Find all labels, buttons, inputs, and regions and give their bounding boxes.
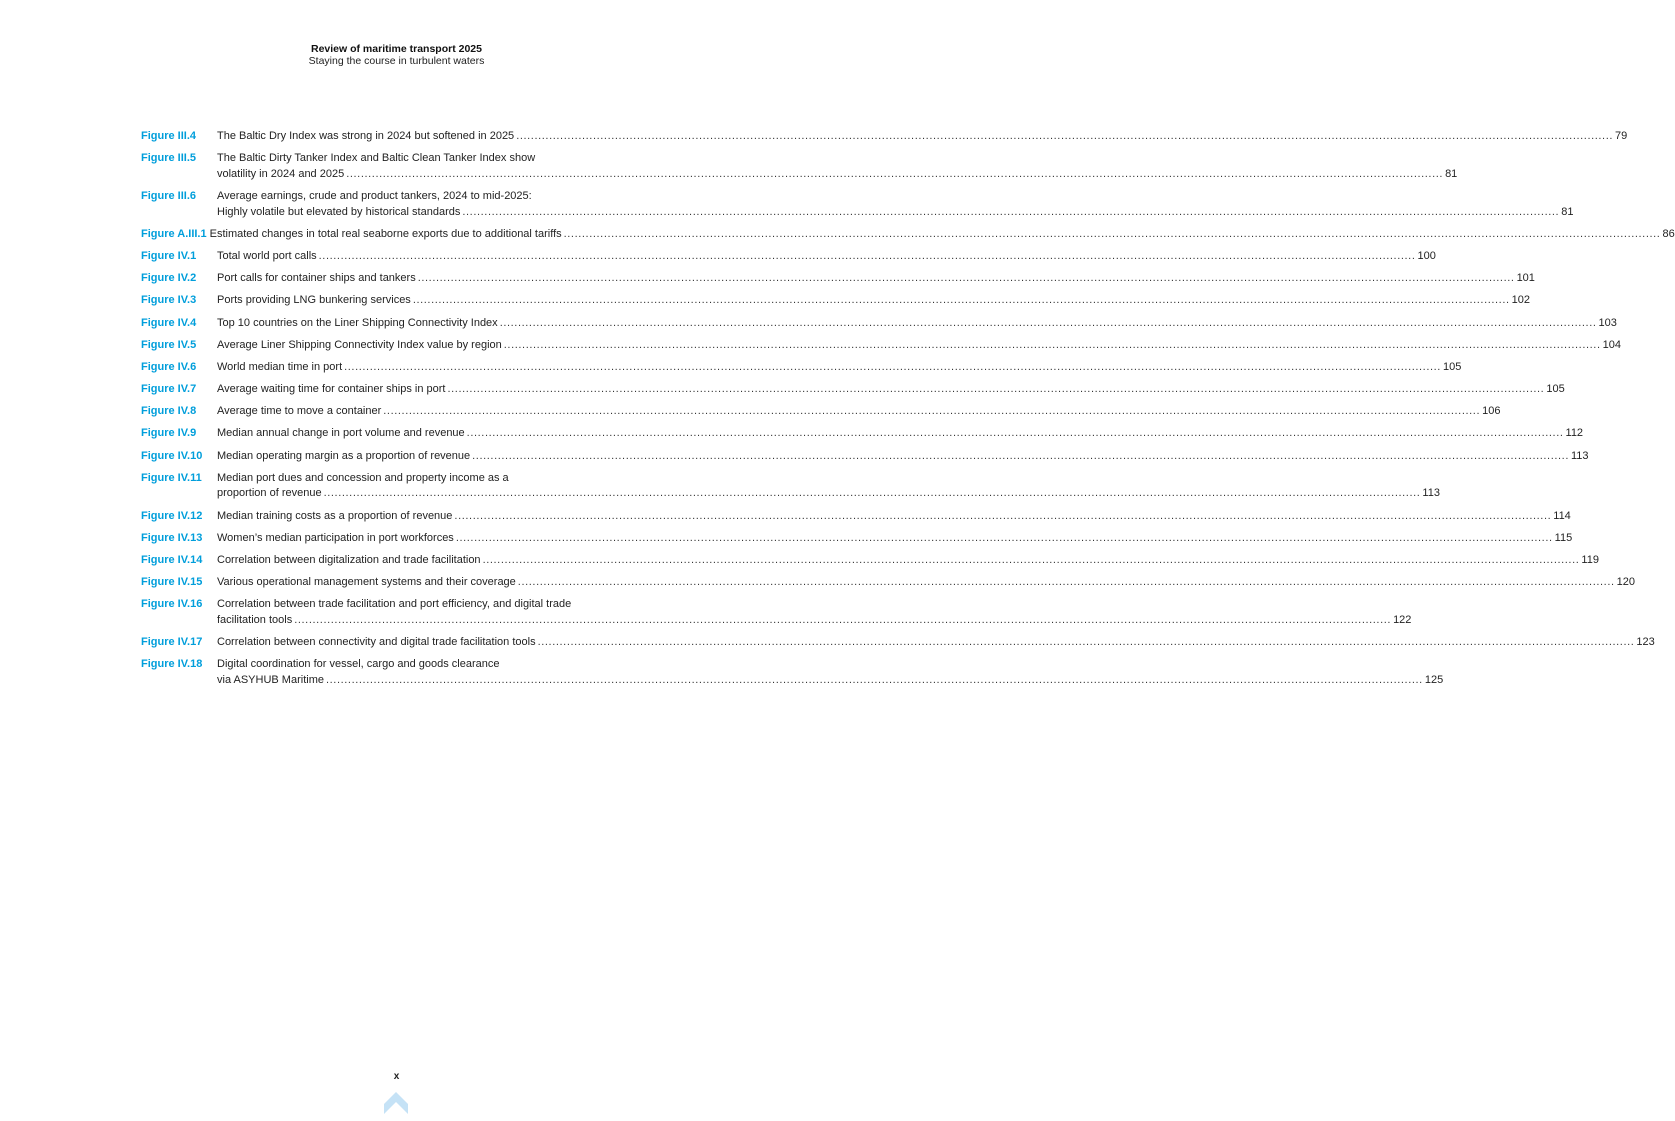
figure-label: Figure III.5 <box>141 152 197 165</box>
entry-title <box>217 635 1655 651</box>
dot-leader: ............................................................................................................................................................................................................................................................................................................ <box>516 130 1614 142</box>
entry-title <box>217 575 1635 591</box>
figure-label: Figure III.6 <box>141 189 197 202</box>
toc-entry[interactable] <box>141 531 1573 547</box>
toc-entry[interactable] <box>141 129 1628 145</box>
toc-entry[interactable] <box>141 553 1599 569</box>
entry-title <box>217 293 1531 309</box>
figure-label: Figure IV.9 <box>141 427 197 440</box>
page-reference: 105 <box>1546 383 1565 396</box>
page-reference: 104 <box>1602 338 1621 351</box>
page-reference: 81 <box>1561 205 1574 218</box>
page-reference: 101 <box>1516 272 1535 285</box>
entry-title-text: proportion of revenue <box>217 487 322 500</box>
publication-title: Review of maritime transport 2025 <box>311 43 482 55</box>
entry-title-text: Median operating margin as a proportion of revenue <box>217 449 471 462</box>
entry-title-text: Median training costs as a proportion of revenue <box>217 509 453 522</box>
dot-leader: ............................................................................................................................................................................................................................................................................................................ <box>563 227 1661 240</box>
toc-entry[interactable] <box>141 151 1458 182</box>
figure-label: Figure IV.11 <box>141 471 202 484</box>
entry-title <box>217 471 1440 502</box>
toc-entry[interactable] <box>141 382 1565 398</box>
dot-leader: ............................................................................................................................................................................................................................................................................................................ <box>383 405 1481 418</box>
entry-title-text: Correlation between digitalization and trade facilitation <box>217 553 481 566</box>
entry-title <box>217 509 1571 525</box>
dot-leader: ............................................................................................................................................................................................................................................................................................................ <box>344 360 1441 373</box>
entry-title-text: Total world port calls <box>217 249 317 262</box>
figure-label: Figure A.III.1 <box>141 227 207 240</box>
entry-title-text: facilitation tools <box>217 613 293 626</box>
figure-label: Figure IV.8 <box>141 405 197 418</box>
dot-leader: ............................................................................................................................................................................................................................................................................................................ <box>537 636 1635 649</box>
figure-label: Figure IV.12 <box>141 509 203 522</box>
publication-subtitle: Staying the course in turbulent waters <box>308 55 485 67</box>
entry-title-text: Estimated changes in total real seaborne exports due to additional tariffs <box>209 227 562 240</box>
toc-entry[interactable] <box>141 227 1675 243</box>
dot-leader: ............................................................................................................................................................................................................................................................................................................ <box>472 449 1569 462</box>
dot-leader: ............................................................................................................................................................................................................................................................................................................ <box>466 427 1564 440</box>
dot-leader: ............................................................................................................................................................................................................................................................................................................ <box>455 531 1553 544</box>
figure-label: Figure IV.17 <box>141 636 203 649</box>
toc-entry[interactable] <box>141 449 1589 465</box>
entry-title <box>217 404 1501 420</box>
figure-label: Figure III.4 <box>141 130 197 142</box>
page-reference: 122 <box>1393 613 1412 626</box>
running-header <box>0 43 793 67</box>
entry-title-line: The Baltic Dirty Tanker Index and Baltic Clean Tanker Index show <box>217 152 536 165</box>
toc-entry[interactable] <box>141 271 1535 287</box>
entry-title <box>217 553 1599 569</box>
entry-title-text: The Baltic Dry Index was strong in 2024 but softened in 2025 <box>217 130 515 142</box>
entry-title <box>217 360 1462 376</box>
page-reference: 79 <box>1615 130 1628 142</box>
dot-leader: ............................................................................................................................................................................................................................................................................................................ <box>412 294 1510 307</box>
page-reference: 113 <box>1571 449 1589 462</box>
page-reference: 114 <box>1553 509 1571 522</box>
entry-title-line: Correlation between trade facilitation and port efficiency, and digital trade <box>217 598 572 611</box>
figure-label: Figure IV.18 <box>141 658 203 671</box>
entry-title <box>217 189 1574 220</box>
entry-title <box>217 271 1535 287</box>
entry-title-text: Average waiting time for container ships in port <box>217 383 446 396</box>
entry-title <box>217 449 1589 465</box>
entry-title <box>217 316 1617 332</box>
dot-leader: ............................................................................................................................................................................................................................................................................................................ <box>482 553 1580 566</box>
toc-entry[interactable] <box>141 657 1444 688</box>
page-reference: 113 <box>1422 487 1440 500</box>
figure-label: Figure IV.7 <box>141 383 197 396</box>
entry-title-text: Top 10 countries on the Liner Shipping Connectivity Index <box>217 316 498 329</box>
toc-entry[interactable] <box>141 360 1462 376</box>
page-reference: 115 <box>1554 531 1573 544</box>
page-reference: 102 <box>1511 294 1531 307</box>
figure-label: Figure IV.4 <box>141 316 197 329</box>
figure-label: Figure IV.14 <box>141 553 203 566</box>
dot-leader: ............................................................................................................................................................................................................................................................................................................ <box>503 338 1601 351</box>
dot-leader: ............................................................................................................................................................................................................................................................................................................ <box>454 509 1552 522</box>
dot-leader: ............................................................................................................................................................................................................................................................................................................ <box>346 167 1444 180</box>
entry-title-text: Highly volatile but elevated by historical standards <box>217 205 461 218</box>
dot-leader: ............................................................................................................................................................................................................................................................................................................ <box>499 316 1597 329</box>
toc-entry[interactable] <box>141 597 1412 628</box>
dot-leader: ............................................................................................................................................................................................................................................................................................................ <box>325 673 1423 686</box>
entry-title-text: Average time to move a container <box>217 405 382 418</box>
entry-title <box>217 426 1584 442</box>
entry-title-line: Digital coordination for vessel, cargo and goods clearance <box>217 658 500 671</box>
toc-entry[interactable] <box>141 426 1584 442</box>
page-reference: 112 <box>1565 427 1584 440</box>
page-reference: 86 <box>1662 227 1675 240</box>
entry-title <box>209 227 1675 243</box>
dot-leader: ............................................................................................................................................................................................................................................................................................................ <box>294 613 1392 626</box>
entry-title-text: World median time in port <box>217 360 343 373</box>
entry-title <box>217 531 1573 547</box>
page-reference: 105 <box>1442 360 1462 373</box>
entry-title <box>217 249 1436 265</box>
toc-entry[interactable] <box>141 189 1574 220</box>
toc-entry[interactable] <box>141 575 1635 591</box>
toc-entry[interactable] <box>141 471 1440 502</box>
figure-label: Figure IV.2 <box>141 272 197 285</box>
entry-title-text: Average Liner Shipping Connectivity Index value by region <box>217 338 502 351</box>
entry-title <box>217 657 1444 688</box>
entry-title-text: Ports providing LNG bunkering services <box>217 294 411 307</box>
page-number: x <box>393 1071 400 1082</box>
page-reference: 123 <box>1636 636 1655 649</box>
page-reference: 100 <box>1417 249 1436 262</box>
entry-title-text: Median annual change in port volume and revenue <box>217 427 465 440</box>
page-reference: 103 <box>1598 316 1617 329</box>
page-reference: 120 <box>1616 576 1635 589</box>
page-reference: 106 <box>1482 405 1501 418</box>
entry-title-text: Various operational management systems and their coverage <box>217 576 516 589</box>
entry-title-line: Median port dues and concession and property income as a <box>217 471 509 484</box>
entry-title-text: Port calls for container ships and tankers <box>217 272 416 285</box>
entry-title <box>217 338 1621 354</box>
page-reference: 81 <box>1445 167 1458 180</box>
figure-label: Figure IV.3 <box>141 294 197 307</box>
dot-leader: ............................................................................................................................................................................................................................................................................................................ <box>417 272 1515 285</box>
figure-label: Figure IV.6 <box>141 360 197 373</box>
figure-label: Figure IV.5 <box>141 338 197 351</box>
entry-title-text: via ASYHUB Maritime <box>217 673 324 686</box>
figure-label: Figure IV.1 <box>141 249 197 262</box>
entry-title-line: Average earnings, crude and product tankers, 2024 to mid-2025: <box>217 189 532 202</box>
page-reference: 119 <box>1581 553 1599 566</box>
dot-leader: ............................................................................................................................................................................................................................................................................................................ <box>447 383 1545 396</box>
page-reference: 125 <box>1424 673 1444 686</box>
figure-label: Figure IV.16 <box>141 598 203 611</box>
figure-label: Figure IV.13 <box>141 531 203 544</box>
entry-title <box>217 151 1458 182</box>
entry-title <box>217 129 1628 145</box>
toc-entry[interactable] <box>141 338 1621 354</box>
figure-label: Figure IV.15 <box>141 576 203 589</box>
dot-leader: ............................................................................................................................................................................................................................................................................................................ <box>323 487 1421 500</box>
up-arrow-icon[interactable] <box>384 1092 408 1114</box>
toc-entry[interactable] <box>141 404 1501 420</box>
dot-leader: ............................................................................................................................................................................................................................................................................................................ <box>462 205 1560 218</box>
toc-entry[interactable] <box>141 635 1655 651</box>
dot-leader: ............................................................................................................................................................................................................................................................................................................ <box>318 249 1416 262</box>
figure-label: Figure IV.10 <box>141 449 203 462</box>
entry-title-text: Women’s median participation in port workforces <box>217 531 454 544</box>
toc-entry[interactable] <box>141 509 1571 525</box>
entry-title-text: Correlation between connectivity and digital trade facilitation tools <box>217 636 536 649</box>
list-of-figures <box>141 129 1675 695</box>
toc-entry[interactable] <box>141 293 1531 309</box>
toc-entry[interactable] <box>141 316 1617 332</box>
dot-leader: ............................................................................................................................................................................................................................................................................................................ <box>517 576 1615 589</box>
entry-title <box>217 382 1565 398</box>
toc-entry[interactable] <box>141 249 1436 265</box>
entry-title-text: volatility in 2024 and 2025 <box>217 167 345 180</box>
entry-title <box>217 597 1412 628</box>
